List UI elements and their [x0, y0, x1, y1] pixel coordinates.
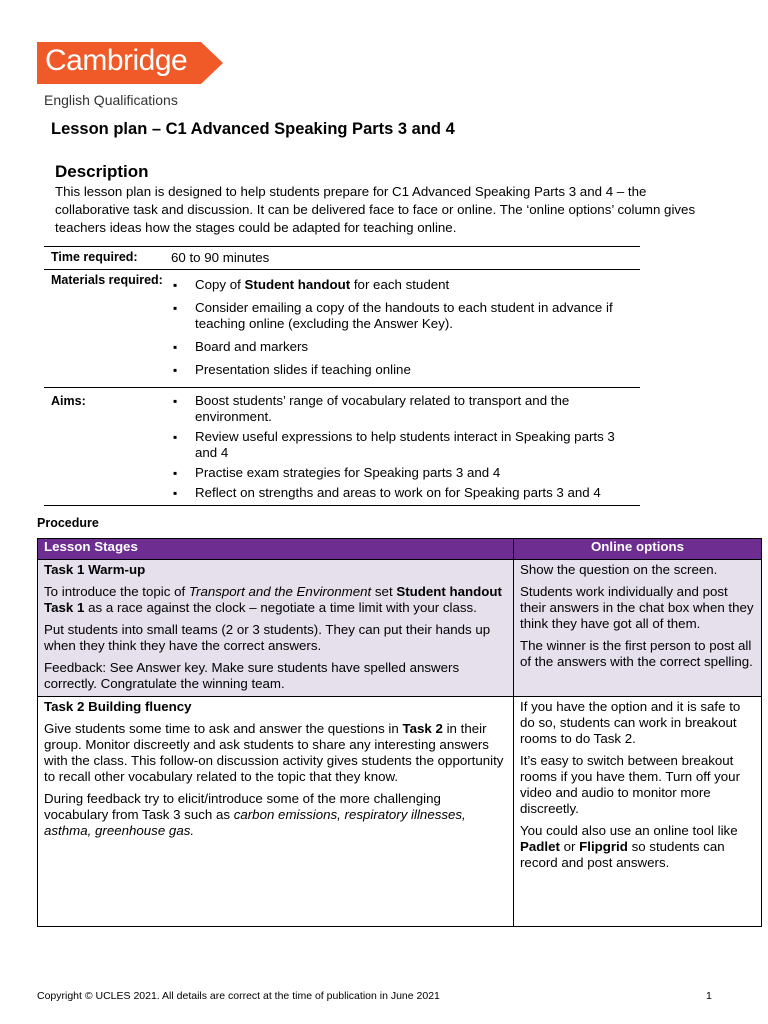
materials-item: ▪ Presentation slides if teaching online	[171, 362, 640, 378]
aims-item: ▪ Review useful expressions to help students interact in Speaking parts 3 and 4	[171, 429, 640, 461]
task2-online-item: It’s easy to switch between breakout rooms if you have them. Turn off your video and audio to monitor more discreetly.	[520, 753, 740, 816]
materials-label: Materials required:	[51, 273, 163, 287]
time-row	[44, 247, 640, 270]
task2-online-item: If you have the option and it is safe to do so, students can work in breakout rooms to do Task 2.	[520, 699, 741, 746]
materials-list	[171, 270, 640, 381]
task2-title: Task 2 Building fluency	[44, 699, 192, 714]
lesson-info-table	[44, 246, 640, 506]
task1-paragraph: To introduce the topic of Transport and the Environment set Student handout Task 1 as a race against the clock – negotiate a time limit with your class.	[44, 584, 502, 615]
aims-item: ▪ Boost students’ range of vocabulary related to transport and the environment.	[171, 393, 640, 425]
online-options-header: Online options	[514, 539, 762, 560]
task1-online-item: Show the question on the screen.	[520, 562, 718, 577]
aims-list	[171, 391, 640, 505]
materials-item: ▪ Copy of Student handout for each student	[171, 277, 640, 293]
task1-paragraph: Feedback: See Answer key. Make sure students have spelled answers correctly. Congratulate the winning team.	[44, 660, 460, 691]
description-text: This lesson plan is designed to help students prepare for C1 Advanced Speaking Parts 3 and 4 – the collaborative task and discussion. It can be delivered face to face or online. The ‘online options’ column gives teachers ideas how the stages could be adapted for teaching online.	[55, 184, 696, 235]
copyright-footer: Copyright © UCLES 2021. All details are correct at the time of publication in June 2021	[37, 990, 440, 1002]
task1-row	[38, 560, 762, 697]
task2-online-item: You could also use an online tool like Padlet or Flipgrid so students can record and post answers.	[520, 823, 738, 870]
materials-item: ▪ Board and markers	[171, 339, 640, 355]
time-label: Time required:	[51, 250, 138, 264]
materials-item: ▪ Consider emailing a copy of the handouts to each student in advance if teaching online (excluding the Answer Key).	[171, 300, 640, 332]
page-number: 1	[706, 990, 712, 1002]
procedure-table	[37, 538, 762, 927]
materials-row	[44, 270, 640, 388]
task2-online	[514, 697, 762, 927]
task2-paragraph: Give students some time to ask and answer the questions in Task 2 in their group. Monitor discreetly and ask students to share any interesting answers with the class. This follow-on discussion activity gives students the opportunity to recall other vocabulary related to the topic that they know.	[44, 721, 504, 784]
page-title: Lesson plan – C1 Advanced Speaking Parts 3 and 4	[51, 120, 455, 138]
task1-title: Task 1 Warm-up	[44, 562, 146, 577]
task1-paragraph: Put students into small teams (2 or 3 students). They can put their hands up when they think they have the correct answers.	[44, 622, 491, 653]
aims-row	[44, 388, 640, 506]
logo-text: Cambridge	[45, 44, 188, 77]
task1-online-item: The winner is the first person to post all of the answers with the correct spelling.	[520, 638, 753, 669]
aims-label: Aims:	[51, 394, 86, 408]
task2-row	[38, 697, 762, 927]
cambridge-logo	[37, 42, 223, 84]
logo-subtitle: English Qualifications	[44, 92, 178, 108]
task2-paragraph: During feedback try to elicit/introduce some of the more challenging vocabulary from Task 3 such as carbon emissions, respiratory illnesses, asthma, greenhouse gas.	[44, 791, 466, 838]
description-heading: Description	[55, 162, 149, 181]
aims-item: ▪ Practise exam strategies for Speaking parts 3 and 4	[171, 465, 640, 481]
procedure-heading: Procedure	[37, 516, 99, 530]
task1-online	[514, 560, 762, 697]
task1-stage	[38, 560, 514, 697]
time-value: 60 to 90 minutes	[171, 250, 270, 265]
task2-stage	[38, 697, 514, 927]
lesson-stages-header: Lesson Stages	[38, 539, 514, 560]
task1-online-item: Students work individually and post their answers in the chat box when they think they have got all of them.	[520, 584, 754, 631]
aims-item: ▪ Reflect on strengths and areas to work on for Speaking parts 3 and 4	[171, 485, 640, 501]
